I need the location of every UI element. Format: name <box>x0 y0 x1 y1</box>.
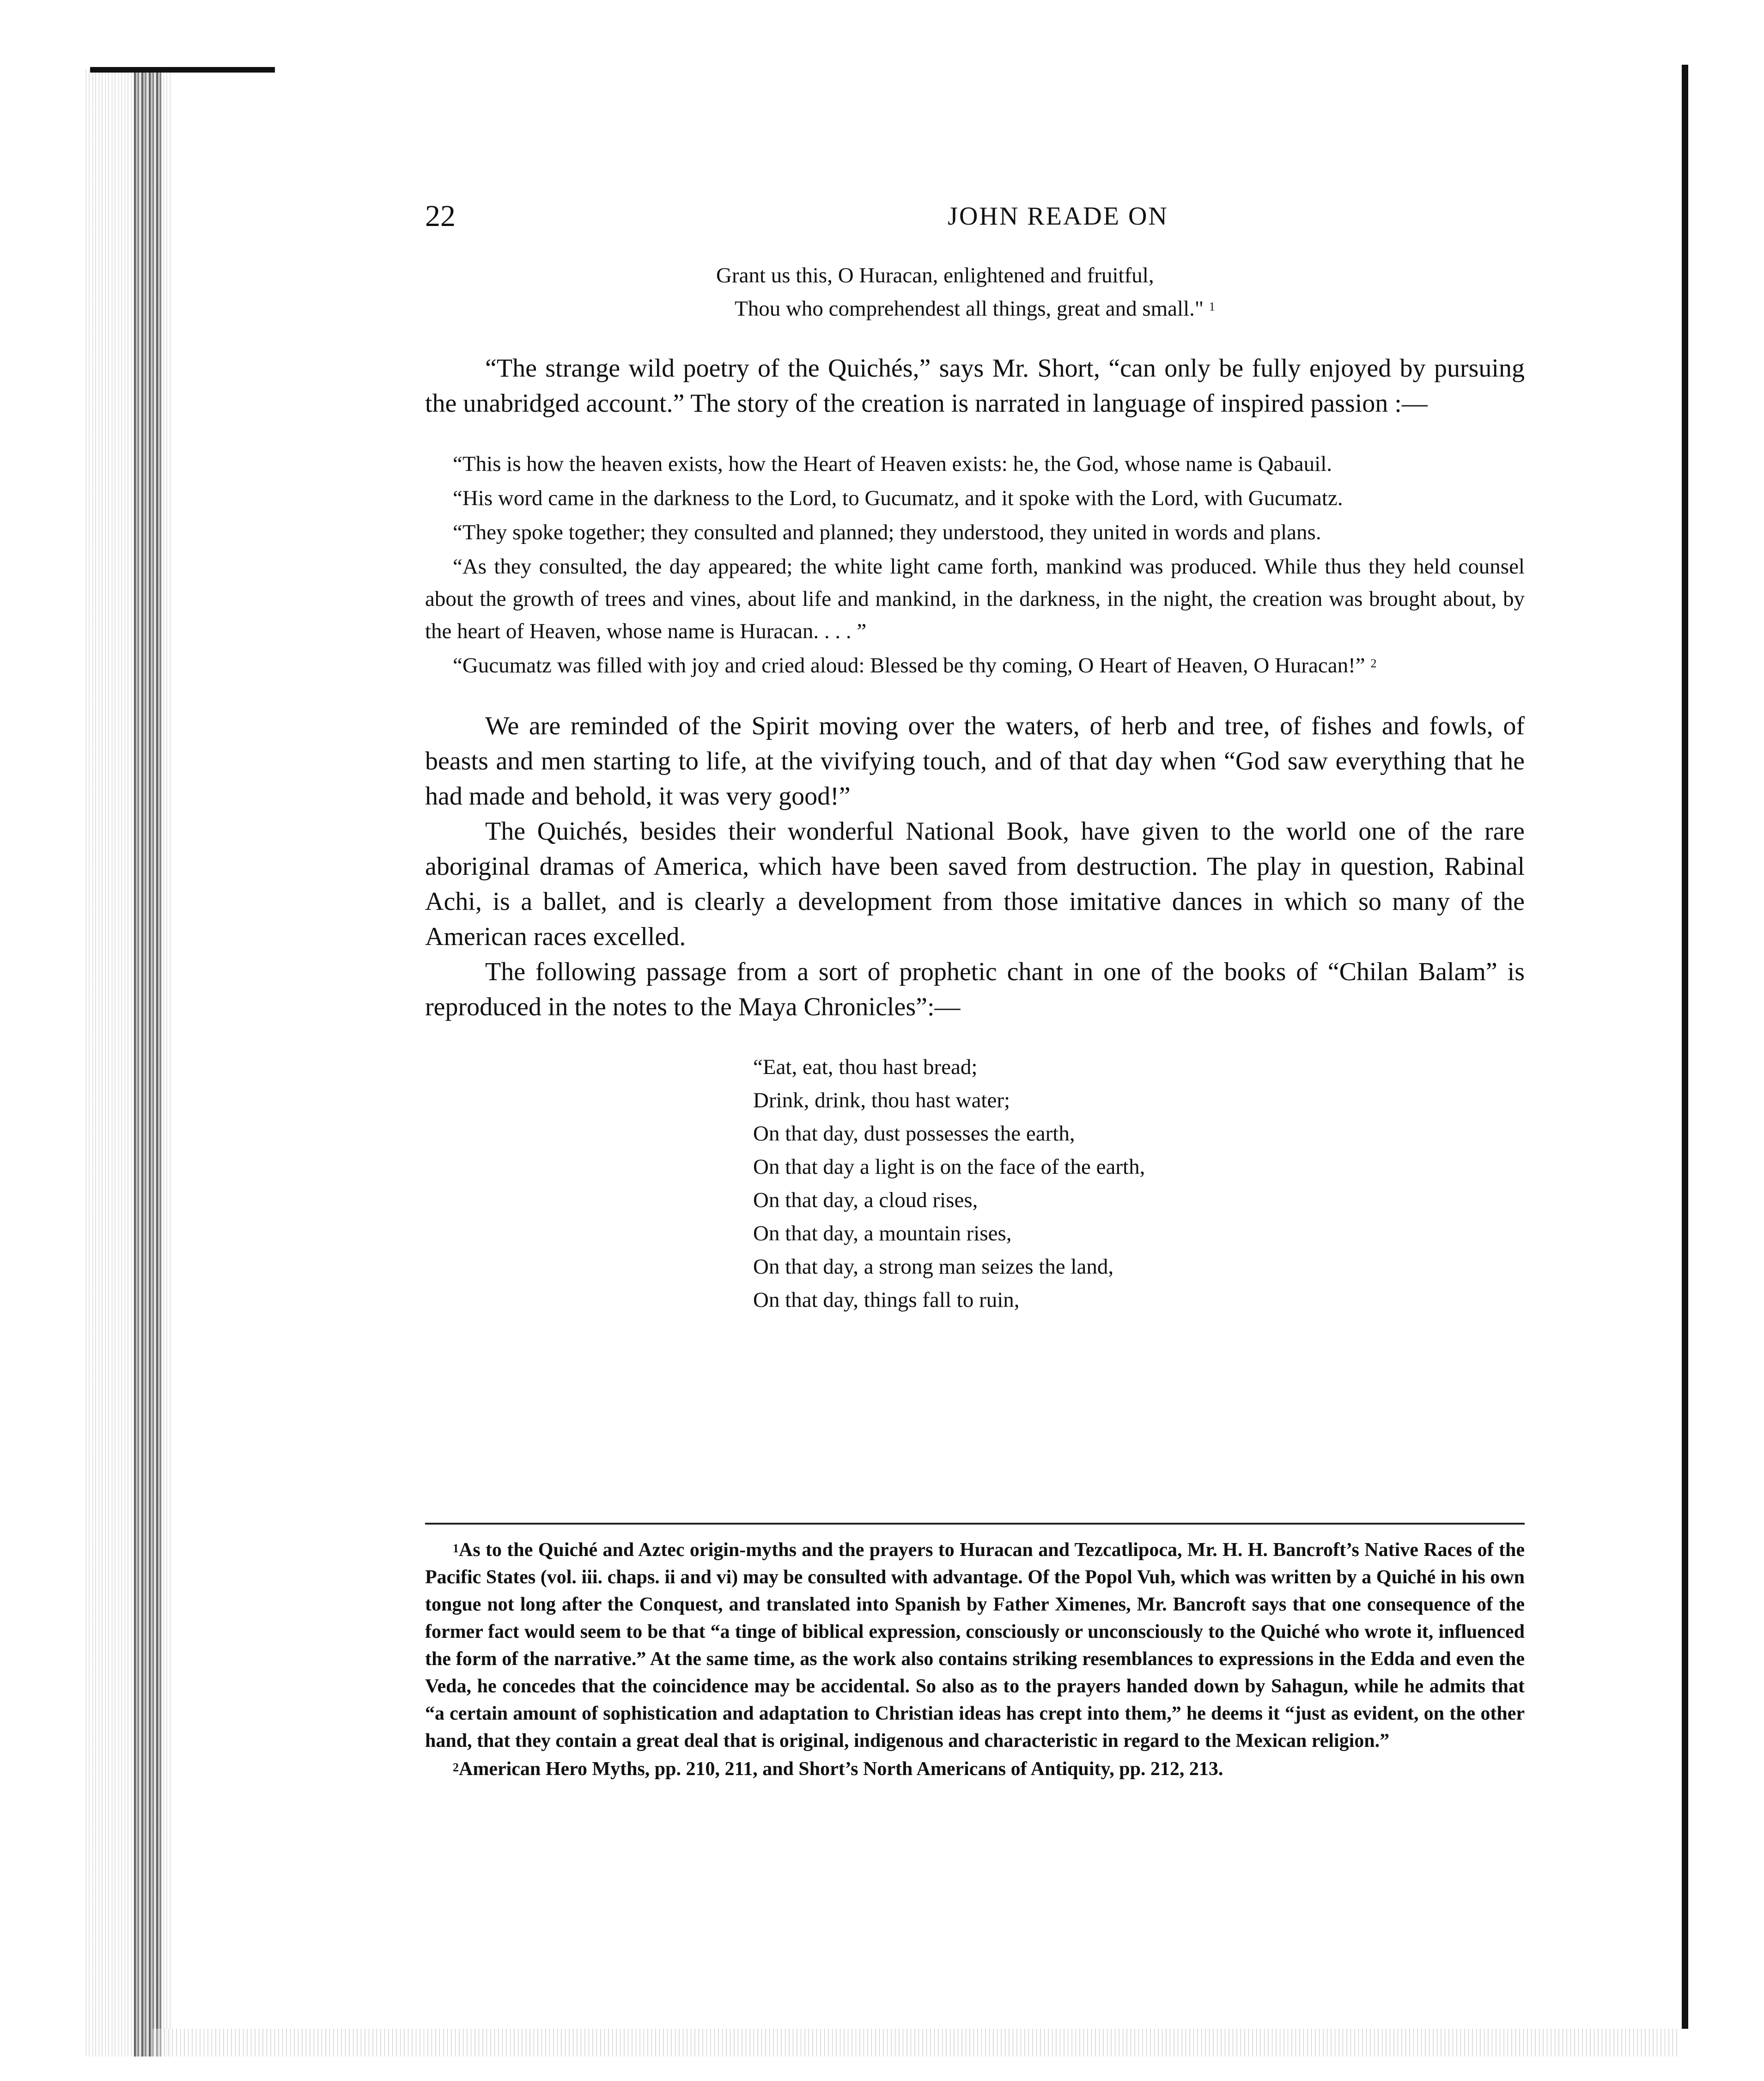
footnote-text: As to the Quiché and Aztec origin-myths and the prayers to Huracan and Tezcatlipoca, Mr. H. H. Bancroft’s Native Races of the Pacific States (vol. iii. chaps. ii and vi) may be consulted with advantage. Of the Popol Vuh, which was written by a Quiché in his own tongue not long after the Conquest, and translated into Spanish by Father Ximenes, Mr. Bancroft says that one consequence of the former fact would seem to be that “a tinge of biblical expression, consciously or unconsciously to the Quiché who wrote it, influenced the form of the narrative.” At the same time, as the work also contains striking resemblances to expressions in the Edda and even the Veda, he concedes that the coincidence may be accidental. So also as to the prayers handed down by Sahagun, while he admits that “a certain amount of sophistication and adaptation to Christian ideas has crept into them,” he deems it “just as evident, on the other hand, that they contain a great deal that is original, indigenous and characteristic in regard to the Mexican religion.” <box>425 1539 1525 1751</box>
scan-top-rule <box>90 67 275 73</box>
footnote <box>425 1537 1525 1755</box>
page-body <box>425 259 1525 1317</box>
spacer <box>425 421 1525 448</box>
paragraph-spirit: We are reminded of the Spirit moving over the waters, of herb and tree, of fishes and fowls, of beasts and men starting to life, at the vivifying touch, and of that day when “God saw everything that he had made and behold, it was very good!” <box>425 712 1525 811</box>
footnote-ref: 1 <box>1209 300 1215 313</box>
footnote-ref: 2 <box>1370 657 1377 670</box>
paragraph-chilan-balam: The following passage from a sort of prophetic chant in one of the books of “Chilan Balam” is reproduced in the notes to the Maya Chronicles”:— <box>425 958 1525 1021</box>
chant-line: On that day, a cloud rises, <box>753 1188 978 1212</box>
footnote-mark: 1 <box>453 1542 459 1555</box>
spacer <box>425 682 1525 708</box>
footnote <box>425 1756 1525 1783</box>
verse-line <box>716 292 1525 325</box>
quote-paragraph: “His word came in the darkness to the Lord, to Gucumatz, and it spoke with the Lord, with Gucumatz. <box>453 486 1343 510</box>
footnote-divider <box>425 1523 1525 1525</box>
scan-binding-edge <box>134 69 162 2057</box>
chant-line: “Eat, eat, thou hast bread; <box>753 1055 978 1079</box>
page-header <box>425 199 1691 236</box>
quote-text: “Gucumatz was filled with joy and cried aloud: Blessed be thy coming, O Heart of Heaven, O Huracan!” <box>453 653 1365 677</box>
footnotes <box>425 1537 1525 1783</box>
scan-bottom-edge <box>152 2029 1677 2057</box>
chant-line: On that day, a strong man seizes the land, <box>753 1255 1114 1279</box>
running-head: JOHN READE ON <box>948 202 1168 231</box>
paragraph-short-quote: “The strange wild poetry of the Quichés,” says Mr. Short, “can only be fully enjoyed by pursuing the unabridged account.” The story of the creation is narrated in language of inspired passion :— <box>425 354 1525 418</box>
quote-paragraph: “This is how the heaven exists, how the Heart of Heaven exists: he, the God, whose name is Qabauil. <box>453 452 1332 476</box>
opening-verse <box>716 259 1525 325</box>
paragraph-quiches: The Quichés, besides their wonderful National Book, have given to the world one of the rare aboriginal dramas of America, which have been saved from destruction. The play in question, Rabinal Achi, is a ballet, and is clearly a development from those imitative dances in which so many of the American races excelled. <box>425 817 1525 951</box>
chant-line: On that day, dust possesses the earth, <box>753 1122 1075 1146</box>
chant-line: On that day, a mountain rises, <box>753 1221 1012 1245</box>
scan-right-edge <box>1682 65 1688 2029</box>
chant-line: On that day, things fall to ruin, <box>753 1288 1020 1312</box>
page-number: 22 <box>425 199 456 233</box>
quote-paragraph: “As they consulted, the day appeared; the white light came forth, mankind was produced. While thus they held counsel about the growth of trees and vines, about life and mankind, in the darkness, in the night, the creation was brought about, by the heart of Heaven, whose name is Huracan. . . . ” <box>425 555 1525 643</box>
creation-quote <box>425 448 1525 682</box>
footnote-mark: 2 <box>453 1761 459 1774</box>
verse-line-text: Thou who comprehendest all things, great and small." <box>735 297 1204 321</box>
prophetic-chant <box>753 1050 1525 1317</box>
footnote-text: American Hero Myths, pp. 210, 211, and Short’s North Americans of Antiquity, pp. 212, 213. <box>459 1758 1223 1780</box>
chant-line: Drink, drink, thou hast water; <box>753 1088 1010 1112</box>
quote-paragraph <box>425 649 1525 682</box>
quote-paragraph: “They spoke together; they consulted and planned; they understood, they united in words and plans. <box>453 520 1321 544</box>
verse-line: Grant us this, O Huracan, enlightened and fruitful, <box>716 263 1154 287</box>
chant-line: On that day a light is on the face of the earth, <box>753 1155 1145 1179</box>
